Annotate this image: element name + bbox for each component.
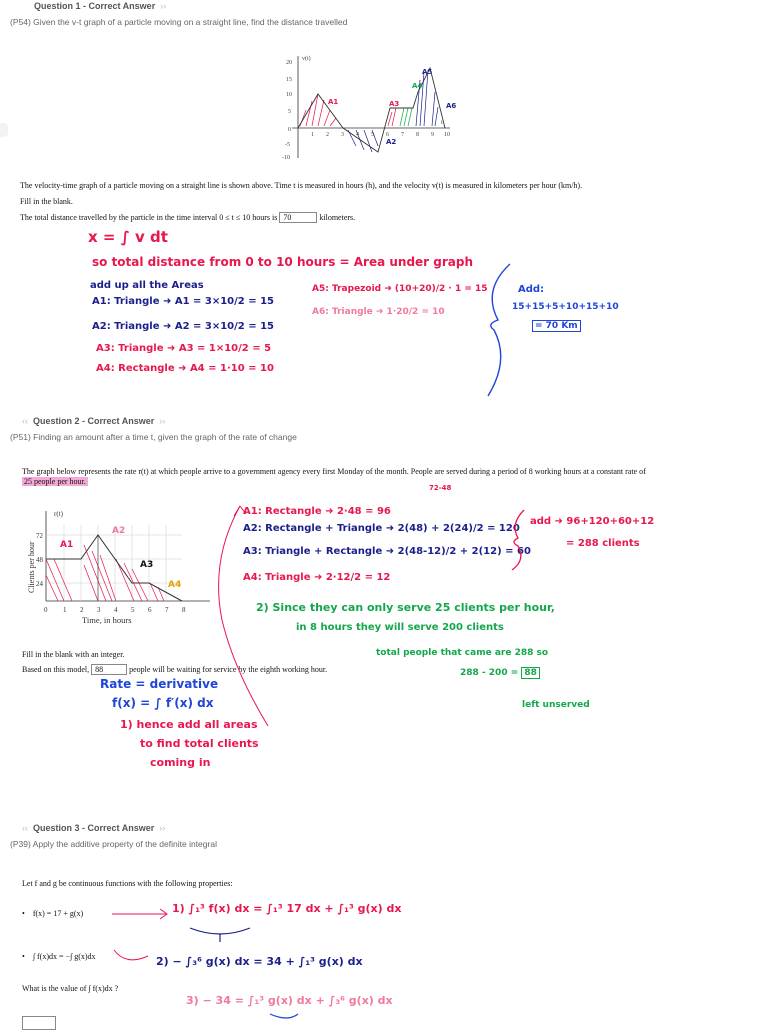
note-q2-since2: in 8 hours they will serve 200 clients xyxy=(296,622,504,633)
note-formula: x = ∫ v dt xyxy=(88,228,168,246)
note-a2: A2: Triangle ➜ A2 = 3×10/2 = 15 xyxy=(92,321,274,332)
q1-question-text: The total distance travelled by the particle in the time interval 0 ≤ t ≤ 10 hours is xyxy=(20,213,278,222)
x-tick: 5 xyxy=(371,132,374,138)
q3-problem-text: Let f and g be continuous functions with the following properties: xyxy=(22,879,233,888)
x-tick: 1 xyxy=(311,132,314,138)
note-a6: A6: Triangle ➜ 1·20/2 = 10 xyxy=(312,307,445,317)
x-tick: 4 xyxy=(114,606,118,614)
question-1-header[interactable] xyxy=(34,1,166,11)
note-q2-diff-answer: 88 xyxy=(521,667,540,679)
expand-chevron-icon[interactable]: ›› xyxy=(156,823,166,833)
x-tick: 2 xyxy=(326,132,329,138)
x-axis-label: Time, in hours xyxy=(82,615,132,625)
x-tick: 10 xyxy=(444,132,450,138)
note-a1: A1: Triangle ➜ A1 = 3×10/2 = 15 xyxy=(92,296,274,307)
y-tick: -10 xyxy=(282,155,290,161)
q3-arrow-1 xyxy=(110,900,170,930)
a4-label: A4 xyxy=(168,580,182,590)
collapse-chevron-icon[interactable]: ‹‹ xyxy=(22,823,31,833)
note-q2-total: = 288 clients xyxy=(566,538,640,549)
q2-highlight: 25 people per hour. xyxy=(24,477,86,486)
a1-label: A1 xyxy=(328,98,339,106)
x-tick: 5 xyxy=(131,606,135,614)
x-tick: 8 xyxy=(182,606,186,614)
x-axis-label: t xyxy=(441,120,443,126)
fn-label: r(t) xyxy=(54,510,63,518)
side-tab[interactable] xyxy=(0,123,8,137)
note-q2-since1: 2) Since they can only serve 25 clients per hour, xyxy=(256,601,555,614)
x-tick: 9 xyxy=(431,132,434,138)
y-tick: 5 xyxy=(288,109,291,115)
note-q2-hence3: coming in xyxy=(150,756,211,769)
note-sum: 15+15+5+10+15+10 xyxy=(512,302,619,312)
x-tick: 1 xyxy=(63,606,67,614)
note-q2-a4: A4: Triangle ➜ 2·12/2 = 12 xyxy=(243,572,391,583)
note-q2-diff-text: 288 - 200 = xyxy=(460,668,519,678)
q2-based-text: Based on this model, xyxy=(22,665,90,674)
q3-arrow-2 xyxy=(112,940,152,970)
q3-question: What is the value of ∫ f(x)dx ? xyxy=(22,984,119,993)
a2-label: A2 xyxy=(112,526,126,536)
note-q3-1: 1) ∫₁³ f(x) dx = ∫₁³ 17 dx + ∫₁³ g(x) dx xyxy=(172,902,402,915)
q3-bullet-2 xyxy=(22,952,96,961)
q3-bullet-1-text: f(x) = 17 + g(x) xyxy=(32,909,84,918)
bullet-icon: • xyxy=(22,952,25,961)
y-tick: 15 xyxy=(286,77,292,83)
question-3-subtitle: (P39) Apply the additive property of the definite integral xyxy=(10,839,217,849)
q1-unit: kilometers. xyxy=(319,213,356,222)
y-tick: 48 xyxy=(36,556,43,564)
x-tick: 7 xyxy=(165,606,169,614)
note-a4: A4: Rectangle ➜ A4 = 1·10 = 10 xyxy=(96,363,274,374)
note-q2-arrow xyxy=(200,500,280,740)
note-add-label: Add: xyxy=(518,284,545,295)
note-q2-diff xyxy=(460,668,540,678)
y-tick: 24 xyxy=(36,580,43,588)
note-q2-came: total people that came are 288 so xyxy=(376,648,549,658)
note-a5: A5: Trapezoid ➜ (10+20)/2 · 1 = 15 xyxy=(312,284,488,294)
question-2-title: Question 2 - Correct Answer xyxy=(33,416,155,426)
note-q2-a1: A1: Rectangle ➜ 2·48 = 96 xyxy=(243,506,391,517)
q2-problem-text: The graph below represents the rate r(t) at which people arrive to a government agency every first Monday of the month. People are served during a period of 8 working hours at a constant rate of xyxy=(22,467,646,476)
x-tick: 3 xyxy=(341,132,344,138)
question-2-subtitle: (P51) Finding an amount after a time t, given the graph of the rate of change xyxy=(10,432,297,442)
q3-bullet-2-text: ∫ f(x)dx = −∫ g(x)dx xyxy=(32,952,96,961)
q3-bullet-1 xyxy=(22,909,83,918)
q2-based-post: people will be waiting for service by the eighth working hour. xyxy=(129,665,328,674)
q2-fill-instruction: Fill in the blank with an integer. xyxy=(22,650,125,659)
note-q2-rate: Rate = derivative xyxy=(100,677,219,691)
note-title: so total distance from 0 to 10 hours = Area under graph xyxy=(92,255,474,269)
note-q2-a3: A3: Triangle + Rectangle ➜ 2(48-12)/2 + 2(12) = 60 xyxy=(243,546,531,557)
a4-label: A4 xyxy=(412,82,423,90)
velocity-time-graph xyxy=(278,52,458,162)
note-q3-2: 2) − ∫₃⁶ g(x) dx = 34 + ∫₁³ g(x) dx xyxy=(156,955,363,968)
q3-answer-field[interactable] xyxy=(22,1016,56,1030)
x-tick: 7 xyxy=(401,132,404,138)
x-tick: 6 xyxy=(386,132,389,138)
note-q2-top: 72-48 xyxy=(429,484,452,492)
q1-fill-instruction: Fill in the blank. xyxy=(20,197,73,206)
note-q2-addall: add ➜ 96+120+60+12 xyxy=(530,516,655,527)
a3-label: A3 xyxy=(389,100,400,108)
note-result: = 70 Km xyxy=(532,320,581,332)
x-tick: 4 xyxy=(356,132,359,138)
question-3-header[interactable] xyxy=(22,823,165,833)
rate-graph xyxy=(22,505,222,630)
y-tick: 0 xyxy=(288,127,291,133)
note-add-areas: add up all the Areas xyxy=(90,280,204,291)
question-1-title: Question 1 - Correct Answer xyxy=(34,1,156,11)
note-q2-left: left unserved xyxy=(522,700,590,710)
x-tick: 0 xyxy=(44,606,48,614)
question-1-subtitle: (P54) Given the v-t graph of a particle moving on a straight line, find the distance travelled xyxy=(10,17,348,27)
q1-problem-text: The velocity-time graph of a particle moving on a straight line is shown above. Time t is measured in hours (h), and the velocity v(t) is measured in kilometers per hour (km/h). xyxy=(20,181,583,190)
q2-answer-field[interactable]: 88 xyxy=(91,664,127,675)
note-q2-hence1: 1) hence add all areas xyxy=(120,718,258,731)
x-tick: 2 xyxy=(80,606,84,614)
x-tick: 3 xyxy=(97,606,101,614)
x-tick: 8 xyxy=(416,132,419,138)
a6-label: A6 xyxy=(446,102,457,110)
a1-label: A1 xyxy=(60,540,74,550)
y-axis-label: Clients per hour xyxy=(27,541,36,593)
expand-chevron-icon[interactable]: ›› xyxy=(156,416,166,426)
area-a5 xyxy=(416,70,428,126)
area-a4 xyxy=(400,108,412,126)
a2-label: A2 xyxy=(386,138,397,146)
note-brace xyxy=(480,260,520,400)
y-tick: 10 xyxy=(286,92,292,98)
q1-answer-field[interactable]: 70 xyxy=(279,212,317,223)
q2-question-line xyxy=(22,664,327,675)
y-tick: 20 xyxy=(286,60,292,66)
note-q2-hence2: to find total clients xyxy=(140,737,259,750)
x-tick: 6 xyxy=(148,606,152,614)
note-q3-3: 3) − 34 = ∫₁³ g(x) dx + ∫₃⁶ g(x) dx xyxy=(186,994,393,1007)
y-tick: -5 xyxy=(285,142,290,148)
q1-question-line xyxy=(20,212,355,223)
note-q2-a2: A2: Rectangle + Triangle ➜ 2(48) + 2(24)/2 = 120 xyxy=(243,523,520,534)
note-a3: A3: Triangle ➜ A3 = 1×10/2 = 5 xyxy=(96,343,272,354)
question-2-header[interactable] xyxy=(22,416,165,426)
expand-chevron-icon[interactable]: ›› xyxy=(157,1,167,11)
note-q2-brace xyxy=(508,508,530,572)
y-tick: 72 xyxy=(36,532,43,540)
question-3-title: Question 3 - Correct Answer xyxy=(33,823,155,833)
note-q2-fx: f(x) = ∫ f′(x) dx xyxy=(112,696,214,710)
q3-braces xyxy=(170,924,300,1024)
collapse-chevron-icon[interactable]: ‹‹ xyxy=(22,416,31,426)
y-axis-label: v(t) xyxy=(302,56,311,62)
a5-label: A5 xyxy=(422,68,433,76)
a3-label: A3 xyxy=(140,560,154,570)
bullet-icon: • xyxy=(22,909,25,918)
